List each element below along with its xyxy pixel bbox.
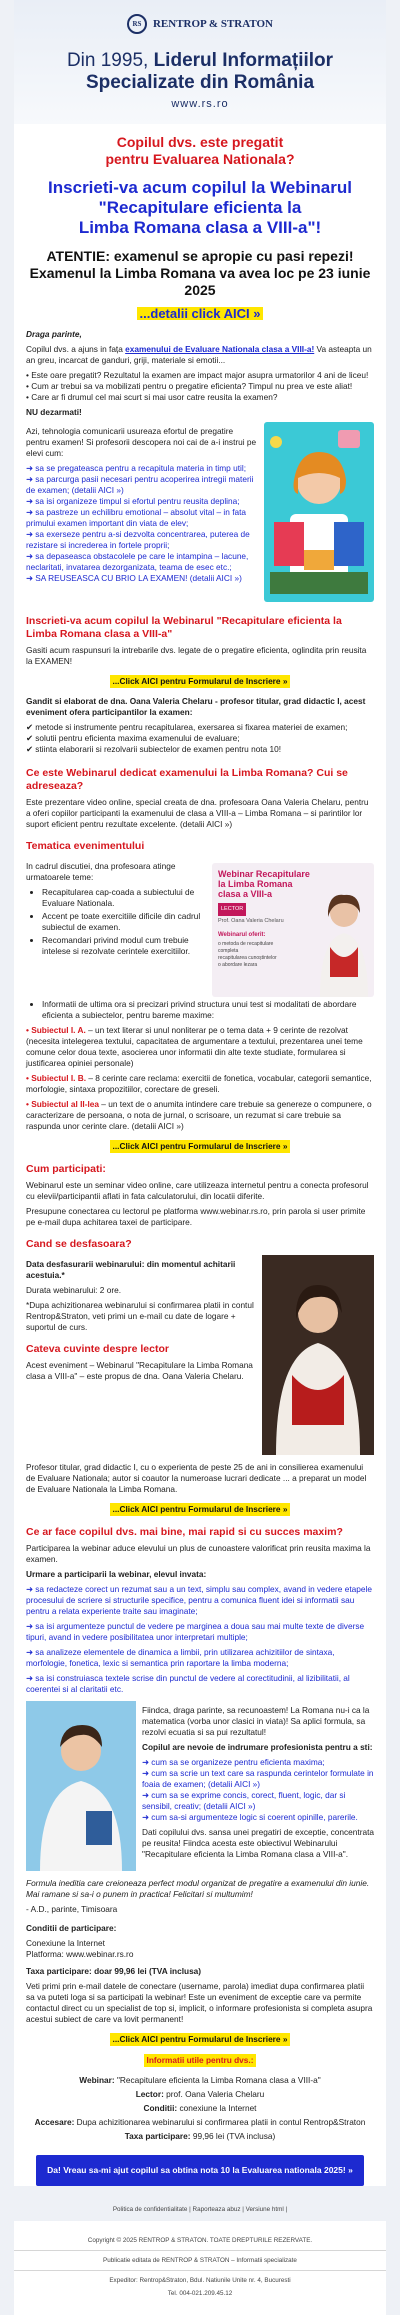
footer-links[interactable]: Politica de confidentialitate | Raporteaza abuz | Versiune html | xyxy=(0,2198,400,2221)
form-cta-1[interactable]: ...Click AICI pentru Formularul de Inscriere » xyxy=(110,675,291,688)
learn-item: ➜ sa isi argumenteze punctul de vedere pe marginea a doua sau mai multe texte de diverse tipuri, avand in vedere posibilitatea unor interpretari multiple; xyxy=(26,1621,365,1642)
teacher-portrait-image xyxy=(262,1255,374,1455)
footer xyxy=(14,2221,386,2315)
arrow-item: ➜ sa pastreze un echilibru emotional – absolut vital – in fata primului examen important din viata de elev; xyxy=(26,507,247,528)
learn-item: ➜ sa analizeze elementele de dinamica a limbii, prin utilizarea achizitiilor de sintaxa, morfologie, fonetica, lexic si semantica prin raportare la limba moderna; xyxy=(26,1647,335,1668)
arrow-list xyxy=(26,463,258,584)
webinar-banner: Webinar Recapitulare la Limba Romana clasa a VIII-a LECTOR Prof. Oana Valeria Chelaru Webinarul oferit: o metoda de recapitulare completa recapitularea cunoștintelor o abordare lezara xyxy=(212,863,374,997)
arrow-item: ➜ sa exerseze pentru a-si dezvolta concentrarea, puterea de rezistare si increderea in fortele proprii; xyxy=(26,529,250,550)
romana-side-text: Fiindca, draga parinte, sa recunoastem! La Romana nu-i ca la matematica (vorba unor clasici in viata)! Sa aplici formula, sa rezolvi ecuatia si sa pui rezultatul! xyxy=(142,1705,370,1737)
subiect-1a: • Subiectul I. A. – un text literar si unul nonliterar pe o tema data + 9 cerinte de rezolvat (necesita intelegerea textului, capacitatea de argumentare a textului, prezentarea unei teme comune celor doua texte, asocierea unor informatii din alte texte studiate, formularea si justificarea opiniei personale) xyxy=(26,1025,363,1068)
intro-paragraph: Copilul dvs. a ajuns in fața examenului de Evaluare Nationala clasa a VIII-a! Va asteapta un an greu, incarcat de ganduri, griji, materiale si emotii... xyxy=(26,344,372,365)
nota-achizitie: *Dupa achizitionarea webinarului si confirmarea platii in contul Rentrop&Straton, veti primi un e-mail cu date de logare + suportul de curs. xyxy=(26,1300,254,1332)
taxa: Taxa participare: doar 99,96 lei (TVA inclusa) xyxy=(26,1966,202,1976)
tematica-title: Tematica evenimentului xyxy=(26,840,145,852)
exam-link[interactable]: examenului de Evaluare Nationala clasa a VIII-a! xyxy=(125,344,315,354)
tematica-list-continued xyxy=(26,999,374,1021)
info-utile: Webinar: "Recapitulare eficienta la Limba Romana clasa a VIII-a" Lector: prof. Oana Valeria Chelaru Conditii: conexiune la Internet Accesare: Dupa achizitionarea webinarului si confirmarea platii in contul Rentrop&Straton Taxa participare: 99,96 lei (TVA inclusa) xyxy=(34,2075,366,2141)
header-url[interactable]: www.rs.ro xyxy=(171,98,229,110)
learn-item: ➜ sa redacteze corect un rezumat sau a un text, simplu sau complex, avand in vedere etapele procesului de scriere si structurile specifice, pentru a comunica fluent idei si informatii sau pentru a relata experiente traite sau imaginate; xyxy=(26,1584,372,1616)
details-button[interactable]: ...detalii click AICI » xyxy=(137,307,264,320)
greeting: Draga parinte, xyxy=(26,329,82,339)
sender: Expeditor: Rentrop&Straton, Bdul. Natiunile Unite nr. 4, Bucuresti xyxy=(109,2277,291,2284)
subiect-2: • Subiectul al II-lea – un text de o anumita intindere care trebuie sa genereze o compunere, o caracterizare de persoana, o nota de jurnal, o scrisoare, un rezumat si care trebuie sa raspunda unor cerinte clare. (detalii AICI ») xyxy=(26,1099,372,1131)
hero-title: Inscrieti-va acum copilul la Webinarul "Recapitulare eficienta la Limba Romana clasa a VIII-a"! xyxy=(48,178,352,237)
urmare-participarii: Urmare a participarii la webinar, elevul invata: xyxy=(26,1569,207,1579)
tematica-item: • Recapitularea cap-coada a subiectului de Evaluare Nationala. xyxy=(42,887,206,909)
teacher-photo xyxy=(312,887,372,997)
form-cta-3[interactable]: ...Click AICI pentru Formularul de Inscriere » xyxy=(110,1503,291,1516)
girl-with-books-illustration xyxy=(264,422,374,602)
need-item: ➜ cum sa-si argumenteze logic si coerent opinille, parerile. xyxy=(142,1812,358,1822)
conditii-list: Conexiune la Internet Platforma: www.webinar.rs.ro xyxy=(26,1938,134,1959)
learn-list xyxy=(26,1584,374,1695)
cum-participati-p2: Presupune conectarea cu lectorul pe platforma www.webinar.rs.ro, prin parola si user primite pe e-mail dupa achitarea taxei de participare. xyxy=(26,1206,366,1227)
need-item[interactable]: ➜ cum sa se exprime concis, corect, fluent, logic, dar si sensibil, creativ; (detalii AICI ») xyxy=(142,1790,346,1811)
testimonial: Formula ineditia care creioneaza perfect modul organizat de pregatire a examenului din iunie. Mai ramane si sa-i o punem in practica! Felicitari si multumim! xyxy=(26,1878,370,1899)
cand-title: Cand se desfasoara? xyxy=(26,1238,132,1250)
header-line1: Din 1995, Liderul Informațiilor xyxy=(66,50,334,71)
header-banner xyxy=(14,0,386,124)
sansa-paragraph: Dati copilului dvs. sansa unei pregatiri de exceptie, concentrata pe reusita! Fiindca acesta este obiectivul Webinarului "Recapitulare eficienta la Limba Romana clasa a VIII-a". xyxy=(142,1827,374,1859)
form-cta-4[interactable]: ...Click AICI pentru Formularul de Inscriere » xyxy=(110,2033,291,2046)
email-container xyxy=(14,0,386,2186)
student-image xyxy=(264,422,374,605)
arrow-item[interactable]: ➜ SA REUSEASCA CU BRIO LA EXAMEN! (detalii AICI ») xyxy=(26,573,242,583)
mai-bine-p: Participarea la webinar aduce elevului un plus de cunoastere valorificat prin reusita maxima la examen. xyxy=(26,1543,371,1564)
data-desfasurarii: Data desfasurarii webinarului: din momentul achitarii acestuia.* xyxy=(26,1259,236,1280)
header-line2: Specializate din România xyxy=(85,72,315,93)
cum-participati-title: Cum participati: xyxy=(26,1163,106,1175)
arrow-item: ➜ sa depaseasca obstacolele pe care le intampina – lacune, neclaritati, invatarea dezorganizata, teama de esec etc.; xyxy=(26,551,249,572)
tematica-item: • Accent pe toate exercitiile dificile din cadrul subiectul de examen. xyxy=(42,911,206,933)
author-paragraph: Gandit si elaborat de dna. Oana Valeria Chelaru - profesor titular, grad didactic I, acest eveniment ofera participantilor la examen: xyxy=(26,696,366,717)
need-item: ➜ cum sa se organizeze pentru eficienta maxima; xyxy=(142,1757,325,1767)
hero-attention: ATENTIE: examenul se apropie cu pasi repezi! Examenul la Limba Romana va avea loc pe 23 iunie 2025 xyxy=(29,248,371,298)
arrow-item: ➜ sa se pregateasca pentru a recapitula materia in timp util; xyxy=(26,463,247,473)
logo-icon: RS xyxy=(127,14,147,34)
mai-bine-title: Ce ar face copilul dvs. mai bine, mai rapid si cu succes maxim? xyxy=(26,1526,343,1538)
logo[interactable] xyxy=(14,0,386,34)
subiect-1b: • Subiectul I. B. – 8 cerinte care reclama: exercitii de fonetica, vocabular, categorii semantice, morfologie, sintaxa propozitiilor, corectare de greseli. xyxy=(26,1073,372,1094)
arrow-item: ➜ sa isi organizeze timpul si efortul pentru reusita deplina; xyxy=(26,496,240,506)
tech-paragraph: Azi, tehnologia comunicarii usureaza efortul de pregatire pentru examen! Si profesorii descopera noi cai de a-i instrui pe elevi cum: xyxy=(26,426,257,458)
tematica-item: • Recomandari privind modul cum trebuie intelese si rezolvate cerintele exercitiilor. xyxy=(42,935,206,957)
publisher: Publicatie editata de RENTROP & STRATON – Informatii specializate xyxy=(103,2257,297,2264)
what-is-webinar-title: Ce este Webinarul dedicat examenului la Limba Romana? Cui se adreseaza? xyxy=(26,767,348,792)
tematica-lead: In cadrul discutiei, dna profesoara atinge urmatoarele teme: xyxy=(26,861,176,882)
hero-question: Copilul dvs. este pregatit pentru Evaluarea Nationala? xyxy=(105,134,295,167)
arrow-item[interactable]: ➜ sa parcurga pasii necesari pentru acoperirea intregii materii de examen; (detalii AICI ») xyxy=(26,474,254,495)
check-item: ✔ stiinta elaborarii si rezolvarii subiectelor de examen pentru nota 10! xyxy=(26,744,282,754)
what-is-webinar-text: Este prezentare video online, special creata de dna. profesoara Oana Valeria Chelaru, pentru a oferi copiilor participanti la examenului de clasa a VIII-a – Limba Romana – si parintilor lor suport eficient pentru rezultate excelente. (detalii AICI ») xyxy=(26,797,369,829)
logo-text: RENTROP & STRATON xyxy=(152,18,273,30)
phone: Tel. 004-021.209.45.12 xyxy=(167,2290,233,2297)
needs-list xyxy=(142,1757,374,1823)
checklist xyxy=(26,722,374,755)
student-boy-image xyxy=(26,1701,136,1874)
need-item[interactable]: ➜ cum sa scrie un text care sa raspunda cerintelor formulate in foaia de examen; (detalii AICI ») xyxy=(142,1768,374,1789)
conditii-title: Conditii de participare: xyxy=(26,1923,117,1933)
durata: Durata webinarului: 2 ore. xyxy=(26,1285,122,1295)
bottom-cta-button[interactable]: Da! Vreau sa-mi ajut copilul sa obtina nota 10 la Evaluarea nationala 2025! » xyxy=(36,2155,364,2186)
teacher-portrait xyxy=(262,1255,374,1458)
copyright: Copyright © 2025 RENTROP & STRATON. TOATE DREPTURILE REZERVATE. xyxy=(87,2237,313,2244)
tematica-item: • Informatii de ultima ora si precizari privind structura unui test si modalitati de abordare eficienta a subiectelor, pentru bareme maxime: xyxy=(42,999,374,1021)
informatii-utile-title: Informatii utile pentru dvs.: xyxy=(144,2054,257,2067)
intro-questions: • Este oare pregatit? Rezultatul la examen are impact major asupra urmatorilor 4 ani de liceu! • Cum ar trebui sa va mobilizati pentru o pregatire eficienta? Timpul nu prea ve este aliat! • Care ar fi drumul cel mai scurt si mai usor catre reusita la examen? xyxy=(26,370,369,402)
indrumare-title: Copilul are nevoie de indrumare profesionista pentru a sti: xyxy=(142,1742,373,1752)
webinar-title: Inscrieti-va acum copilul la Webinarul "Recapitulare eficienta la Limba Romana clasa a VIII-a" xyxy=(26,615,342,640)
learn-item: ➜ sa isi construiasca textele scrise din punctul de vedere al corectitudinii, al lizibilitatii, al coerentei si al claritatii etc. xyxy=(26,1673,350,1694)
testimonial-author: - A.D., parinte, Timisoara xyxy=(26,1904,118,1914)
despre-lector-title: Cateva cuvinte despre lector xyxy=(26,1343,169,1355)
check-item: ✔ solutii pentru eficienta maxima examenului de evaluare; xyxy=(26,733,240,743)
webinar-intro: Gasiti acum raspunsuri la intrebarile dvs. legate de o pregatire eficienta, oglindita prin reusita la EXAMEN! xyxy=(26,645,367,666)
tematica-list xyxy=(26,887,206,957)
despre-lector-p2: Profesor titular, grad didactic I, cu o experienta de peste 25 de ani in consilierea examenului de Evaluare Nationala; autor si coautor la numeroase lucrari dedicate ... a preparat un model de Evaluare Nationala la Limba Romana. xyxy=(26,1462,367,1494)
check-item: ✔ metode si instrumente pentru recapitularea, exersarea si fixarea materiei de examen; xyxy=(26,722,348,732)
final-paragraph: Veti primi prin e-mail datele de conectare (username, parola) imediat dupa confirmarea platii sa va puteti loga si sa participati la webinar! Este un eveniment de exceptie care va permite contactul direct cu un specialist de top si, implicit, o informare profesionista si completa asupra acestui subiect de care va lovit permanent! xyxy=(26,1981,373,2024)
student-boy-photo xyxy=(26,1701,136,1871)
form-cta-2[interactable]: ...Click AICI pentru Formularul de Inscriere » xyxy=(110,1140,291,1153)
despre-lector-p1: Acest eveniment – Webinarul "Recapitulare la Limba Romana clasa a VIII-a" – este propus de dna. Oana Valeria Chelaru. xyxy=(26,1360,253,1381)
nu-dezarmati: NU dezarmati! xyxy=(26,407,82,417)
cum-participati-p1: Webinarul este un seminar video online, care utilizeaza internetul pentru a conecta profesorul cu elevii/participantii aflati in fata calculatorului, din locatii diferite. xyxy=(26,1180,369,1201)
